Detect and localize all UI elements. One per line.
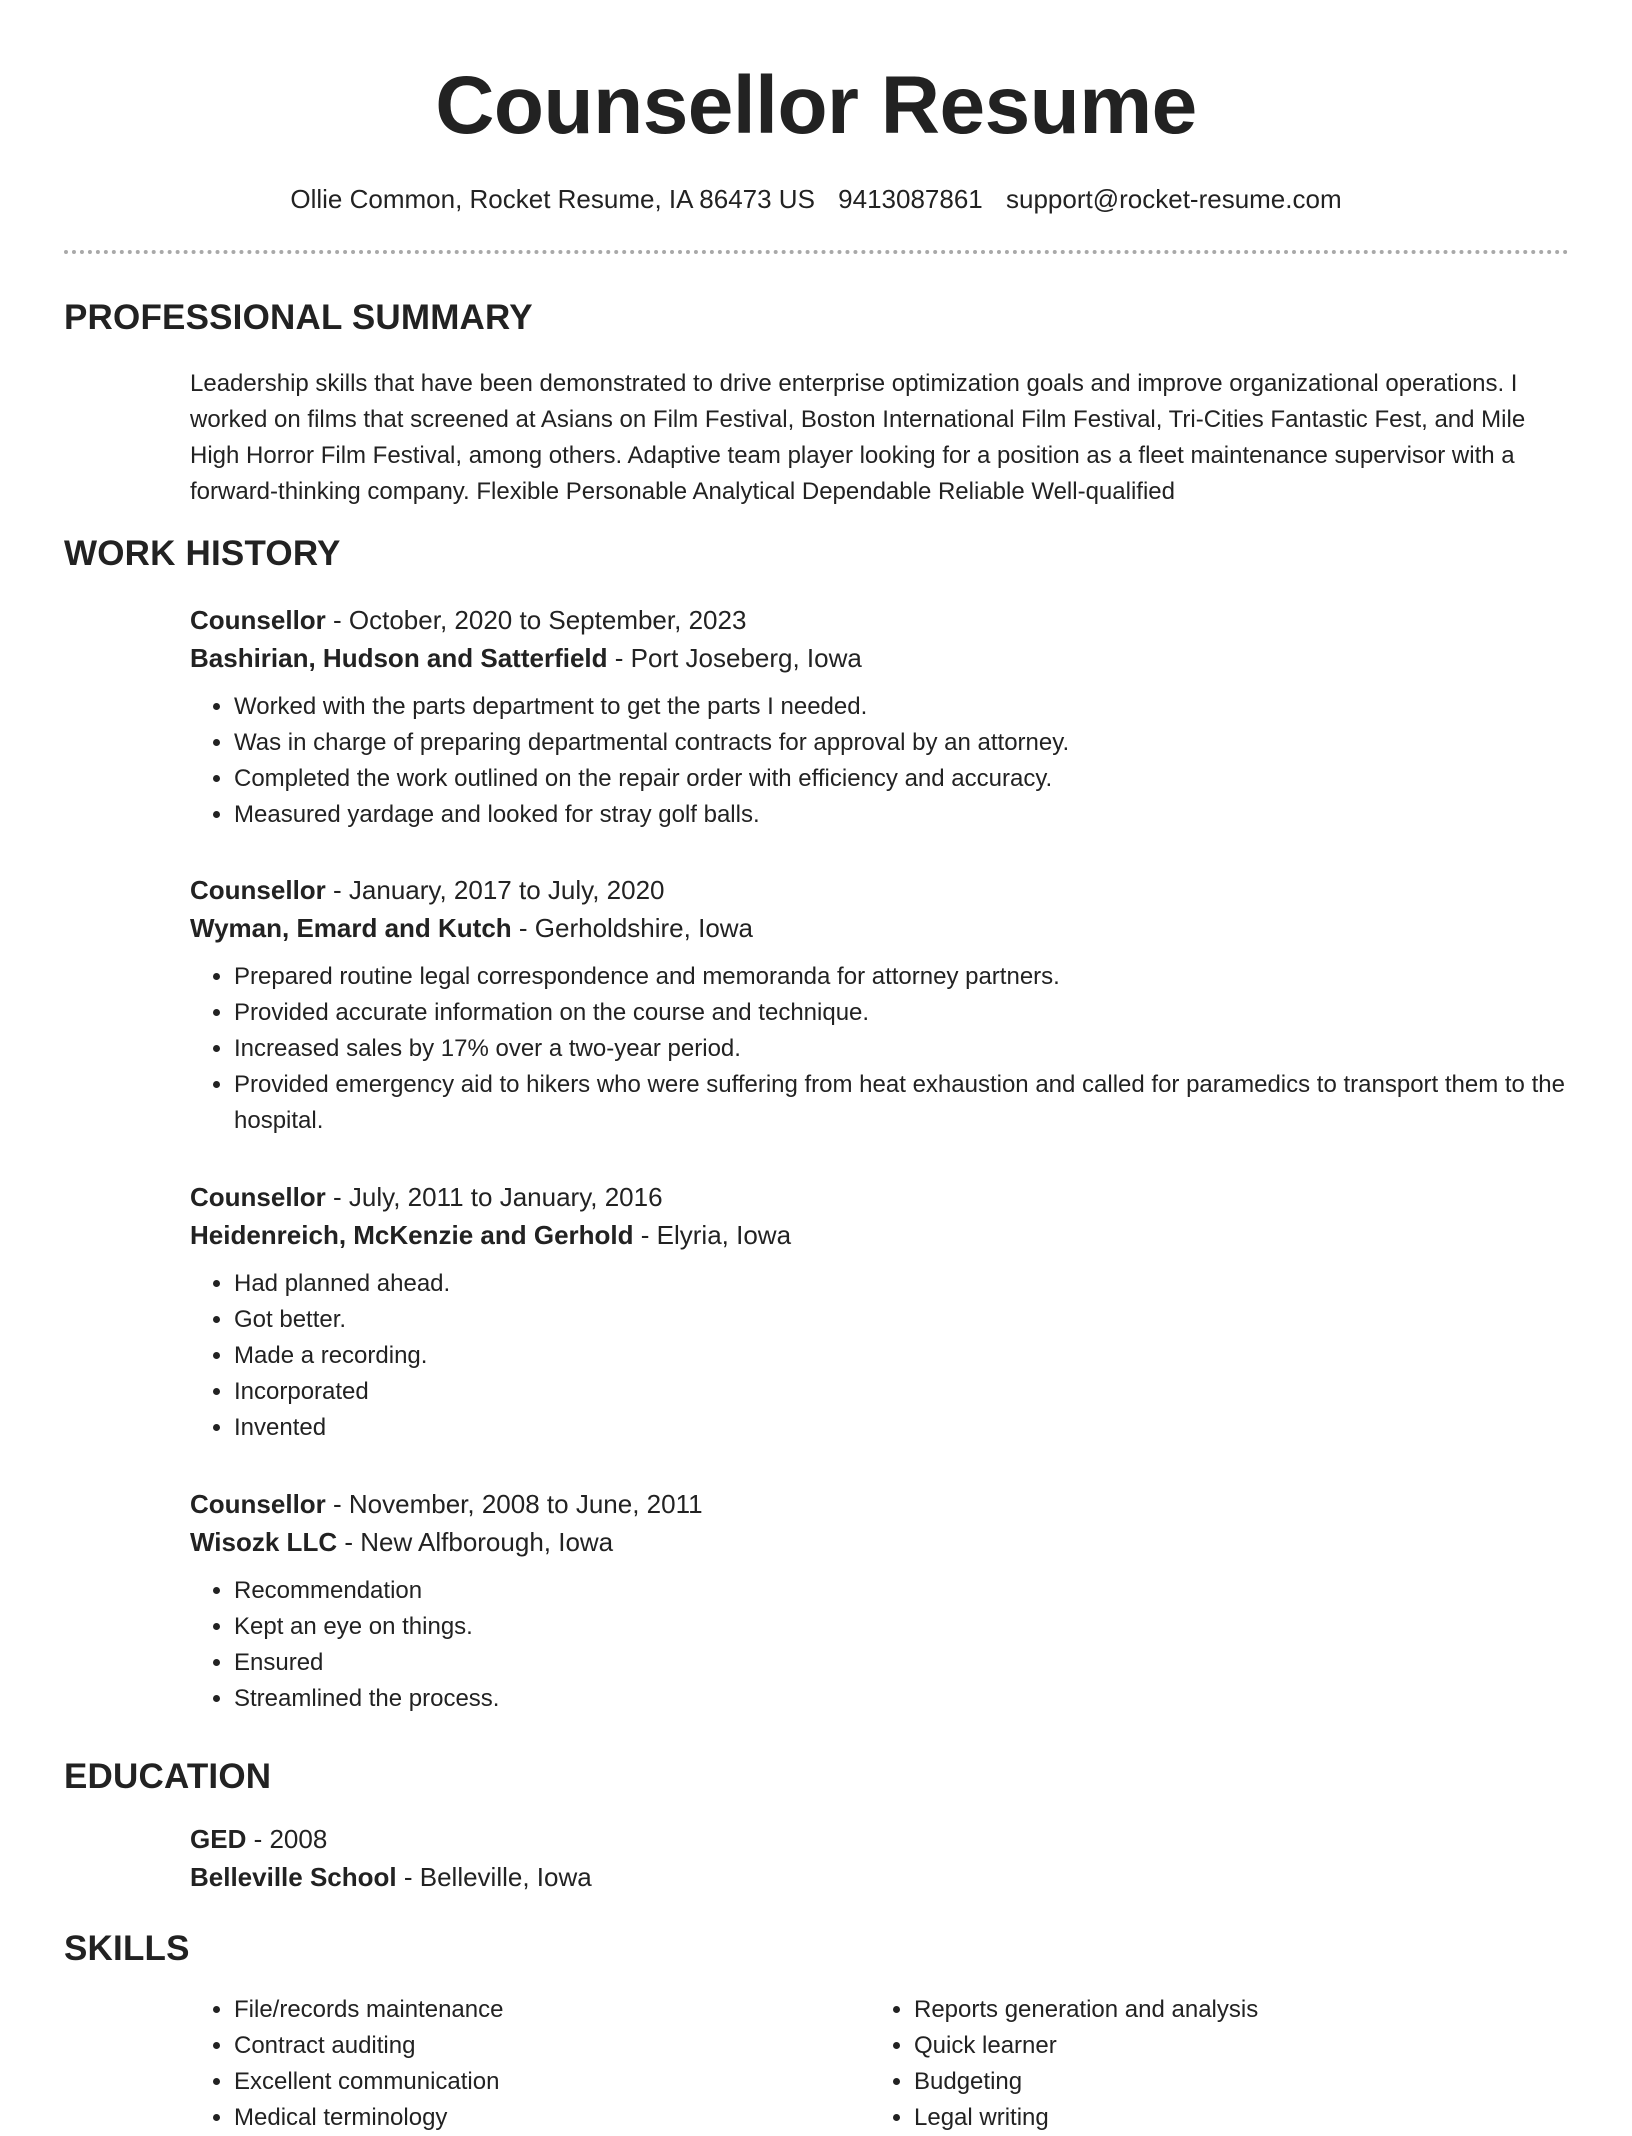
job-company-line: [190, 639, 1570, 677]
skills-column-left: [190, 1992, 830, 2136]
job-location: - Port Joseberg, Iowa: [607, 643, 862, 673]
degree-line: [190, 1820, 1570, 1858]
job-title: Counsellor: [190, 1182, 326, 1212]
list-item: • Kept an eye on things.: [234, 1609, 1570, 1645]
degree: GED: [190, 1824, 247, 1854]
job-dates: - November, 2008 to June, 2011: [325, 1489, 703, 1519]
list-item: • Provided accurate information on the course and technique.: [234, 995, 1570, 1031]
contact-phone: 9413087861: [838, 184, 983, 214]
school-name: Belleville School: [190, 1862, 397, 1892]
job-entry: [190, 1485, 1570, 1717]
list-item: • Made a recording.: [234, 1338, 1570, 1374]
page-title: Counsellor Resume: [435, 60, 1197, 151]
job-title: Counsellor: [190, 605, 326, 635]
job-company: Bashirian, Hudson and Satterfield: [190, 643, 608, 673]
job-title-line: [190, 871, 1570, 909]
list-item: • Was in charge of preparing departmental contracts for approval by an attorney.: [234, 725, 1570, 761]
job-company-line: [190, 1216, 1570, 1254]
job-company: Wisozk LLC: [190, 1527, 338, 1557]
degree-year: - 2008: [246, 1824, 328, 1854]
job-title-line: [190, 1485, 1570, 1523]
school-location: - Belleville, Iowa: [396, 1862, 592, 1892]
job-title-line: [190, 601, 1570, 639]
job-company: Heidenreich, McKenzie and Gerhold: [190, 1220, 634, 1250]
job-company-line: [190, 909, 1570, 947]
contact-line: [0, 183, 1632, 215]
job-company: Wyman, Emard and Kutch: [190, 913, 512, 943]
list-item: • Streamlined the process.: [234, 1681, 1570, 1717]
summary-text: Leadership skills that have been demonstrated to drive enterprise optimization goals and improve organizational operations. I worked on films that screened at Asians on Film Festival, Boston International Film Festival, Tri-Cities Fantastic Fest, and Mile High Horror Film Festival, among others. Adaptive team player looking for a position as a fleet maintenance supervisor with a forward-thinking company. Flexible Personable Analytical Dependable Reliable Well-qualified: [190, 370, 1526, 505]
list-item: • Provided emergency aid to hikers who were suffering from heat exhaustion and called for paramedics to transport them to the hospital.: [234, 1067, 1570, 1139]
job-dates: - October, 2020 to September, 2023: [325, 605, 747, 635]
skills-column-right: [870, 1992, 1510, 2136]
job-title: Counsellor: [190, 1489, 326, 1519]
contact-email: support@rocket-resume.com: [1006, 184, 1342, 214]
list-item: • Completed the work outlined on the repair order with efficiency and accuracy.: [234, 761, 1570, 797]
list-item: • Invented: [234, 1410, 1570, 1446]
contact-address: Ollie Common, Rocket Resume, IA 86473 US: [290, 184, 815, 214]
job-entry: [190, 871, 1570, 1139]
list-item: • Had planned ahead.: [234, 1266, 1570, 1302]
list-item: • Incorporated: [234, 1374, 1570, 1410]
job-dates: - January, 2017 to July, 2020: [325, 875, 665, 905]
job-location: - Elyria, Iowa: [633, 1220, 792, 1250]
job-location: - Gerholdshire, Iowa: [511, 913, 754, 943]
job-company-line: [190, 1523, 1570, 1561]
school-line: [190, 1858, 1570, 1896]
job-bullets: [190, 959, 1570, 1139]
skill-item: • Medical terminology: [234, 2100, 830, 2136]
job-bullets: [190, 1266, 1570, 1446]
skill-item: • Quick learner: [914, 2028, 1510, 2064]
job-location: - New Alfborough, Iowa: [337, 1527, 614, 1557]
list-item: • Worked with the parts department to get the parts I needed.: [234, 689, 1570, 725]
skill-item: • Excellent communication: [234, 2064, 830, 2100]
job-dates: - July, 2011 to January, 2016: [325, 1182, 663, 1212]
skill-item: • File/records maintenance: [234, 1992, 830, 2028]
skill-item: • Contract auditing: [234, 2028, 830, 2064]
section-heading-work: WORK HISTORY: [64, 534, 341, 573]
section-heading-skills: SKILLS: [64, 1929, 190, 1968]
job-title-line: [190, 1178, 1570, 1216]
job-entry: [190, 601, 1570, 833]
section-heading-education: EDUCATION: [64, 1757, 272, 1796]
skill-item: • Legal writing: [914, 2100, 1510, 2136]
job-entry: [190, 1178, 1570, 1446]
list-item: • Recommendation: [234, 1573, 1570, 1609]
skill-item: • Reports generation and analysis: [914, 1992, 1510, 2028]
list-item: • Ensured: [234, 1645, 1570, 1681]
list-item: • Got better.: [234, 1302, 1570, 1338]
list-item: • Measured yardage and looked for stray golf balls.: [234, 797, 1570, 833]
education-entry: [190, 1820, 1570, 1896]
job-bullets: [190, 1573, 1570, 1717]
section-heading-summary: PROFESSIONAL SUMMARY: [64, 298, 533, 337]
skill-item: • Budgeting: [914, 2064, 1510, 2100]
list-item: • Increased sales by 17% over a two-year period.: [234, 1031, 1570, 1067]
list-item: • Prepared routine legal correspondence and memoranda for attorney partners.: [234, 959, 1570, 995]
header-divider: [64, 250, 1569, 254]
job-title: Counsellor: [190, 875, 326, 905]
job-bullets: [190, 689, 1570, 833]
